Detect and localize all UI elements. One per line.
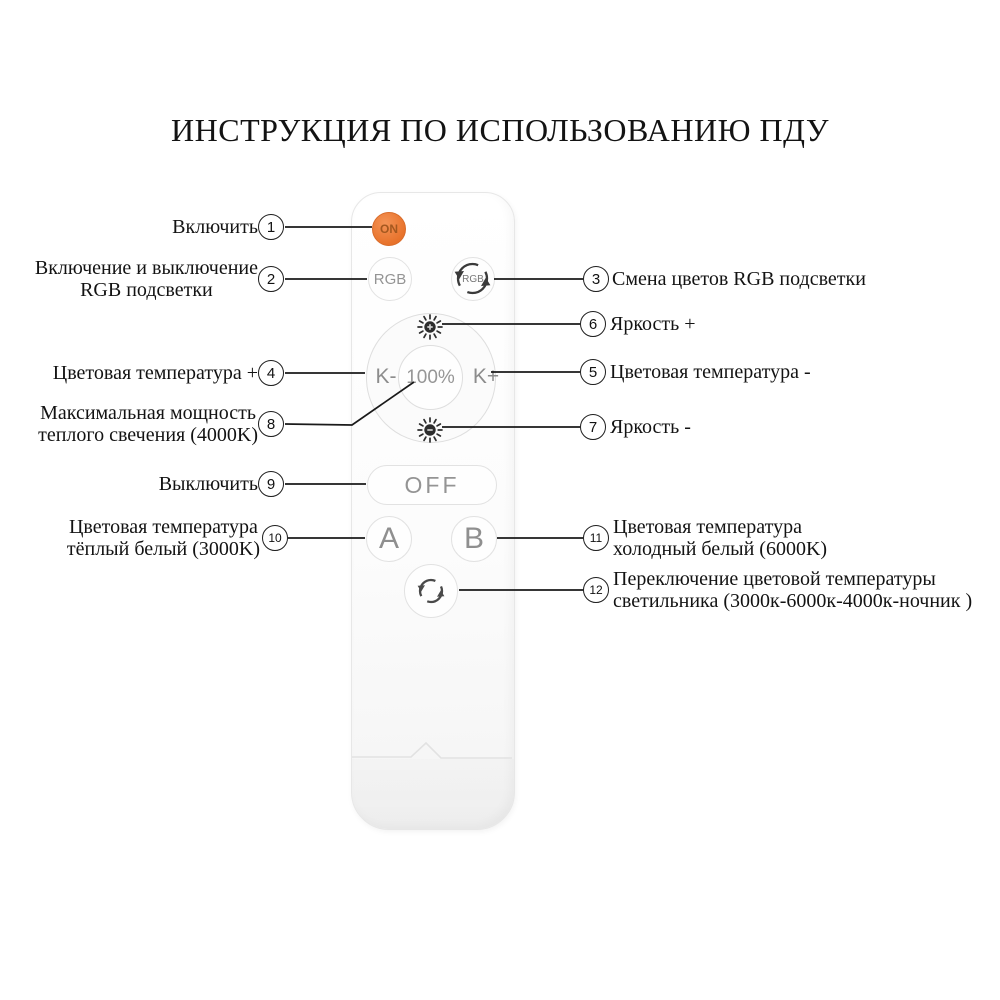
callout-9-label: Выключить	[158, 473, 258, 495]
callout-9-number: 9	[266, 475, 276, 493]
brightness-minus-icon	[417, 417, 443, 443]
full-power-button: 100%	[398, 345, 463, 410]
b-button: B	[451, 516, 497, 562]
callout-7-circle	[580, 414, 606, 440]
cycle-arrows-icon	[415, 575, 447, 607]
callout-2-number: 2	[266, 270, 276, 288]
callout-7-number: 7	[588, 418, 598, 436]
a-button: A	[366, 516, 412, 562]
callout-8-label: Максимальная мощность теплого свечения (4000K)	[38, 402, 258, 446]
callout-6-number: 6	[588, 315, 598, 333]
rgb-cycle-label: RGB	[462, 273, 484, 285]
callout-4-label: Цветовая температура +	[52, 362, 258, 384]
battery-cover	[352, 759, 514, 829]
k-minus-label: K-	[375, 365, 397, 388]
callout-11-label: Цветовая температура холодный белый (6000K)	[613, 516, 828, 560]
rgb-button: RGB	[368, 257, 412, 301]
callout-1-number: 1	[266, 218, 276, 236]
callout-7-label: Яркость -	[610, 416, 691, 438]
color-temp-dial	[366, 313, 500, 443]
callout-4-number: 4	[266, 364, 276, 382]
callout-5-circle	[580, 359, 606, 385]
callout-12-number: 12	[589, 583, 603, 597]
callout-6-circle	[580, 311, 606, 337]
remote-body	[351, 192, 515, 830]
callout-4-circle	[258, 360, 284, 386]
callout-6-label: Яркость +	[610, 313, 696, 335]
off-button: OFF	[367, 465, 497, 505]
k-plus-label: K+	[472, 365, 500, 388]
callout-12-label: Переключение цветовой температуры светильника (3000к-6000к-4000к-ночник )	[613, 568, 973, 612]
callout-2-label: Включение и выключение RGB подсветки	[34, 257, 258, 301]
callout-9-circle	[258, 471, 284, 497]
callout-11-number: 11	[589, 531, 603, 545]
cycle-button	[404, 564, 458, 618]
rgb-cycle-arrows-icon	[452, 258, 493, 299]
rgb-cycle-button	[451, 257, 495, 301]
callout-1-label: Включить	[172, 216, 258, 238]
callout-3-number: 3	[591, 270, 601, 288]
callout-10-label: Цветовая температура тёплый белый (3000K)	[66, 516, 260, 560]
callout-5-label: Цветовая температура -	[610, 361, 811, 383]
callout-3-circle	[583, 266, 609, 292]
callout-12-circle	[583, 577, 609, 603]
brightness-plus-icon	[417, 314, 443, 340]
callout-5-number: 5	[588, 363, 598, 381]
on-button: ON	[372, 212, 406, 246]
callout-8-circle	[258, 411, 284, 437]
callout-10-circle	[262, 525, 288, 551]
callout-1-circle	[258, 214, 284, 240]
callout-8-number: 8	[266, 415, 276, 433]
callout-10-number: 10	[268, 531, 282, 545]
page-title: ИНСТРУКЦИЯ ПО ИСПОЛЬЗОВАНИЮ ПДУ	[171, 112, 829, 148]
callout-11-circle	[583, 525, 609, 551]
callout-3-label: Смена цветов RGB подсветки	[612, 268, 866, 290]
callout-2-circle	[258, 266, 284, 292]
